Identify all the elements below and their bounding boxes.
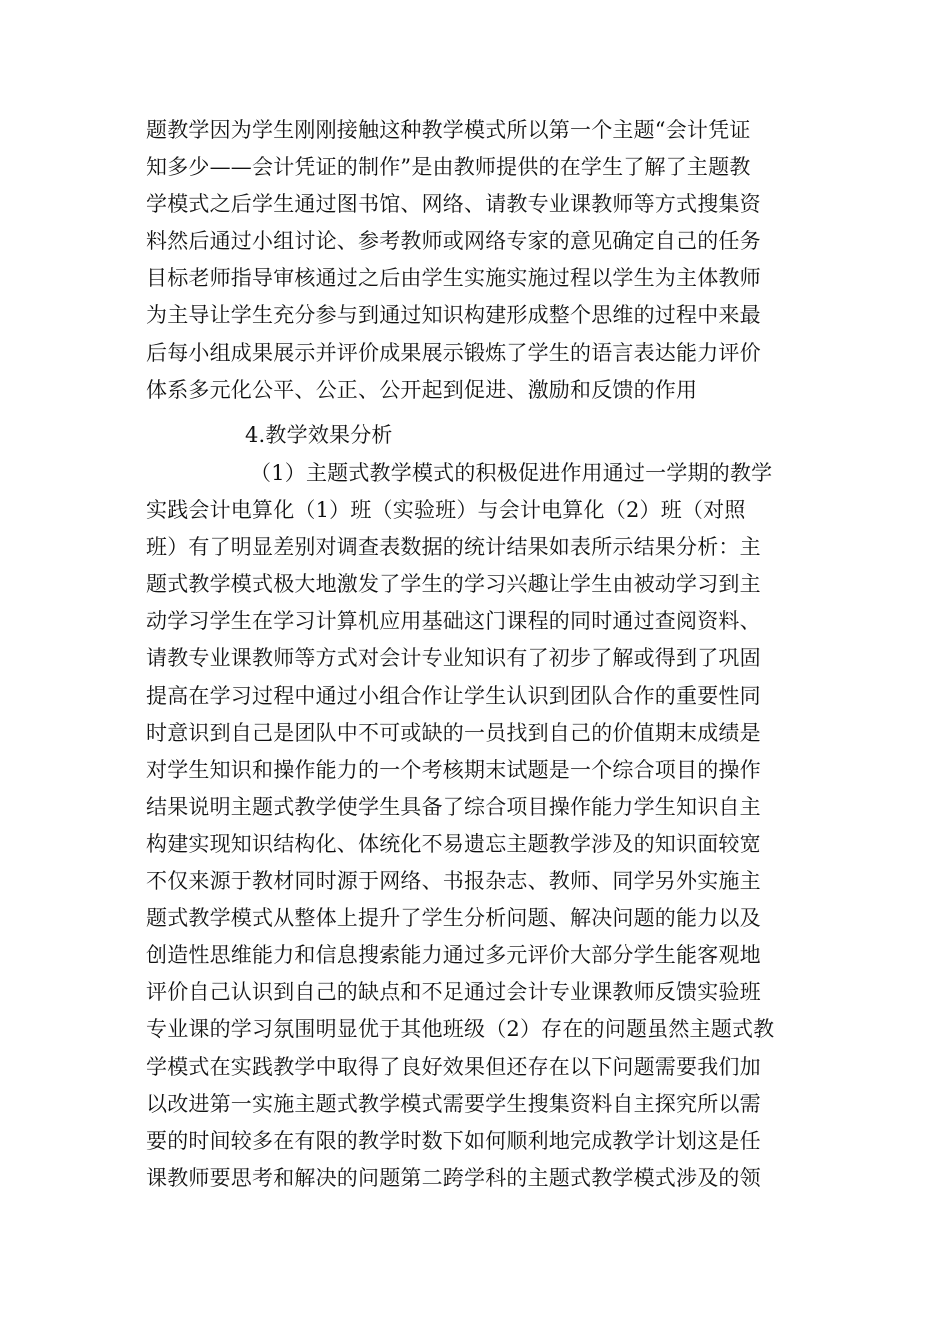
text-line: 课教师要思考和解决的问题第二跨学科的主题式教学模式涉及的领 [146,1166,761,1190]
text-line: 动学习学生在学习计算机应用基础这门课程的同时通过查阅资料、 [146,609,761,633]
text-line: 后每小组成果展示并评价成果展示锻炼了学生的语言表达能力评价 [146,341,761,365]
text-line: 学模式之后学生通过图书馆、网络、请教专业课教师等方式搜集资 [146,192,761,216]
text-line: 时意识到自己是团队中不可或缺的一员找到自己的价值期末成绩是 [146,721,761,745]
text-line: 题式教学模式极大地激发了学生的学习兴趣让学生由被动学习到主 [146,572,761,596]
text-line: 构建实现知识结构化、体统化不易遗忘主题教学涉及的知识面较宽 [146,832,761,856]
text-line: 评价自己认识到自己的缺点和不足通过会计专业课教师反馈实验班 [146,980,761,1004]
text-line: 目标老师指导审核通过之后由学生实施实施过程以学生为主体教师 [146,266,761,290]
text-line: 提高在学习过程中通过小组合作让学生认识到团队合作的重要性同 [146,684,761,708]
text-line: 要的时间较多在有限的教学时数下如何顺利地完成教学计划这是任 [146,1129,761,1153]
text-line: 题式教学模式从整体上提升了学生分析问题、解决问题的能力以及 [146,906,761,930]
section-heading: 4.教学效果分析 [245,423,393,447]
text-line: 为主导让学生充分参与到通过知识构建形成整个思维的过程中来最 [146,303,761,327]
text-line: 学模式在实践教学中取得了良好效果但还存在以下问题需要我们加 [146,1055,761,1079]
text-line: 请教专业课教师等方式对会计专业知识有了初步了解或得到了巩固 [146,646,761,670]
text-line: （1）主题式教学模式的积极促进作用通过一学期的教学 [250,461,773,485]
text-line: 知多少——会计凭证的制作”是由教师提供的在学生了解了主题教 [146,155,751,179]
text-line: 班）有了明显差别对调查表数据的统计结果如表所示结果分析：主 [146,535,761,559]
text-line: 体系多元化公平、公正、公开起到促进、激励和反馈的作用 [146,378,698,402]
text-line: 对学生知识和操作能力的一个考核期末试题是一个综合项目的操作 [146,758,761,782]
text-line: 以改进第一实施主题式教学模式需要学生搜集资料自主探究所以需 [146,1092,761,1116]
text-line: 创造性思维能力和信息搜索能力通过多元评价大部分学生能客观地 [146,943,761,967]
text-line: 专业课的学习氛围明显优于其他班级（2）存在的问题虽然主题式教 [146,1017,775,1041]
text-line: 结果说明主题式教学使学生具备了综合项目操作能力学生知识自主 [146,795,761,819]
text-line: 题教学因为学生刚刚接触这种教学模式所以第一个主题“会计凭证 [146,118,751,142]
text-line: 料然后通过小组讨论、参考教师或网络专家的意见确定自己的任务 [146,229,761,253]
text-line: 不仅来源于教材同时源于网络、书报杂志、教师、同学另外实施主 [146,869,761,893]
text-line: 实践会计电算化（1）班（实验班）与会计电算化（2）班（对照 [146,498,746,522]
